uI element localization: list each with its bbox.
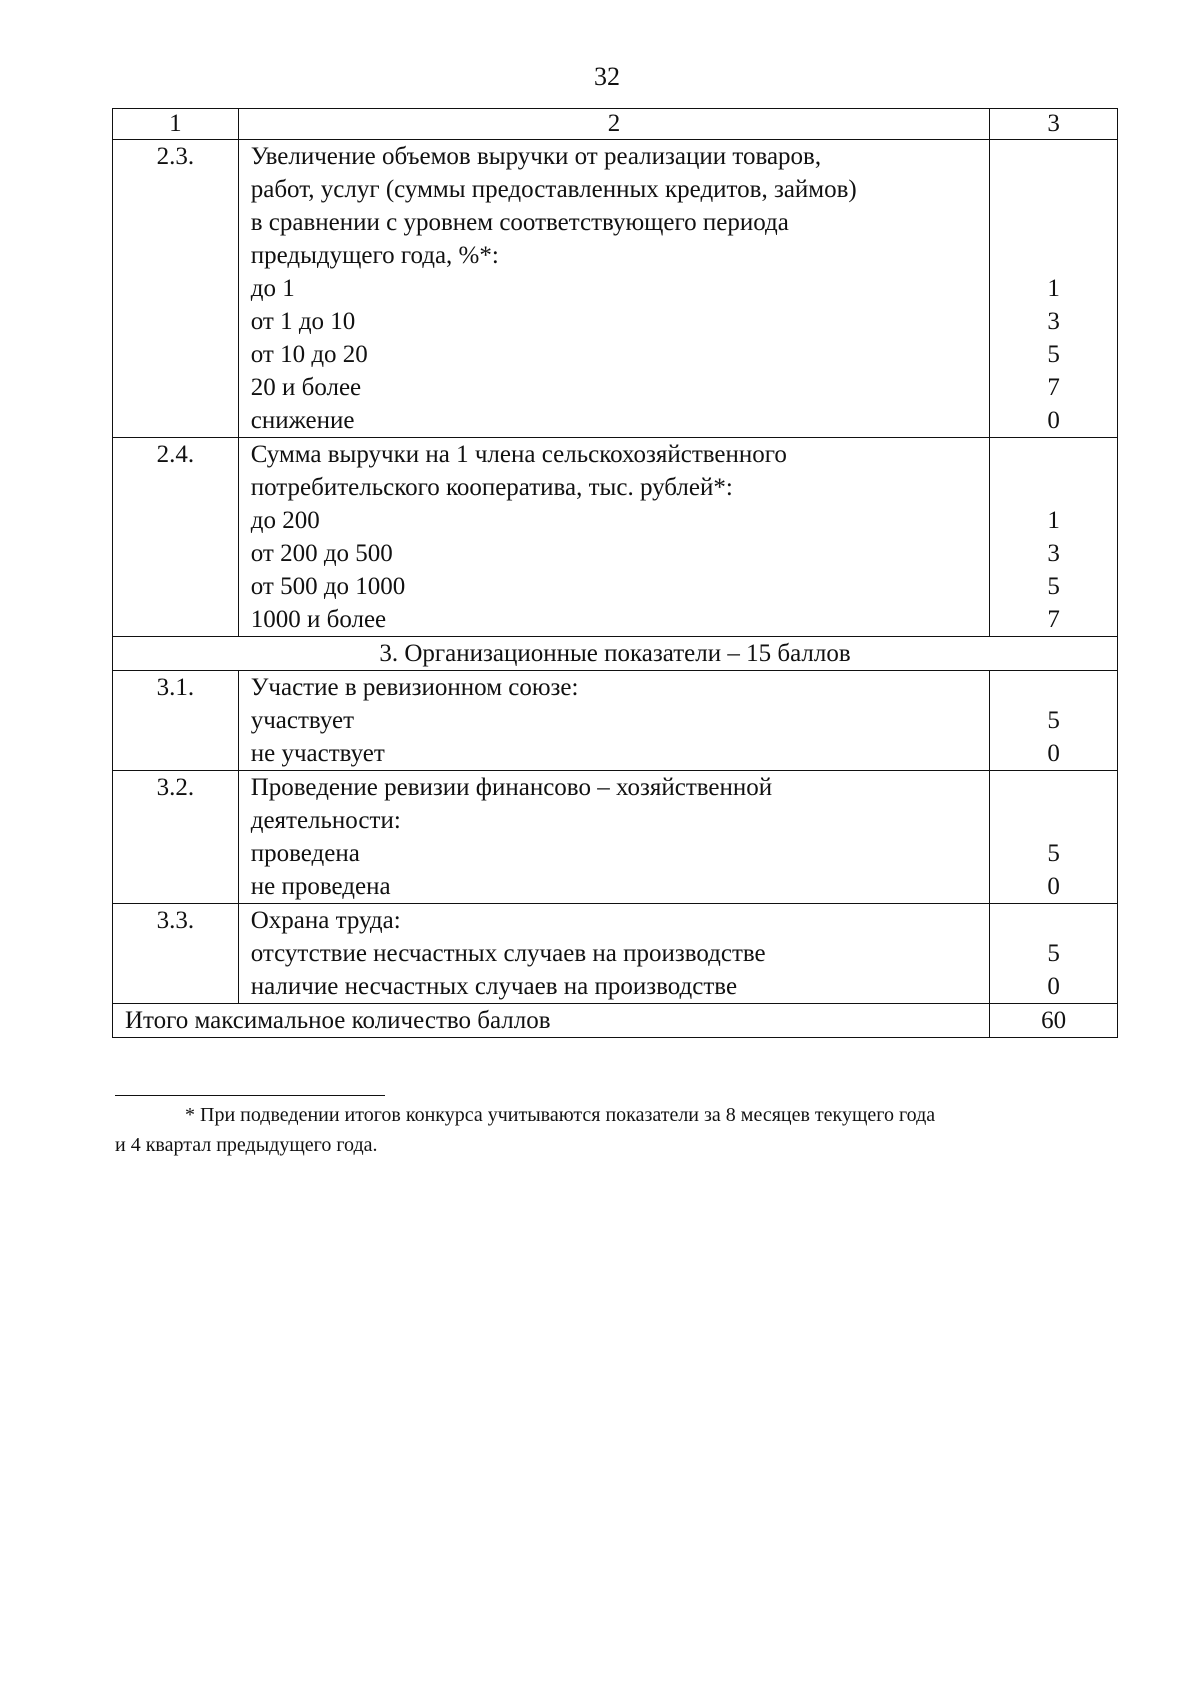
description-line: от 10 до 20 xyxy=(250,341,368,368)
description-line: 20 и более xyxy=(250,374,362,401)
description-line: от 1 до 10 xyxy=(250,308,356,335)
description-line: деятельности: xyxy=(250,807,401,834)
description-line: до 1 xyxy=(250,275,295,302)
points-value: 5 xyxy=(1047,940,1060,967)
criterion-description xyxy=(238,140,990,438)
description-line: потребительского кооператива, тыс. рублей*: xyxy=(250,474,733,501)
description-line: от 500 до 1000 xyxy=(250,573,406,600)
total-row xyxy=(113,1004,1118,1038)
points-value: 0 xyxy=(1047,740,1060,767)
criterion-description xyxy=(238,671,990,771)
points-value: 7 xyxy=(1047,374,1060,401)
description-line: Проведение ревизии финансово – хозяйственной xyxy=(250,774,773,801)
table-header-row xyxy=(113,109,1118,140)
description-line: Охрана труда: xyxy=(250,907,401,934)
points-value: 1 xyxy=(1047,507,1060,534)
points-value: 0 xyxy=(1047,407,1060,434)
header-cell: 3 xyxy=(990,109,1118,140)
points-value xyxy=(990,671,1117,704)
points-value xyxy=(990,771,1117,804)
description-line: в сравнении с уровнем соответствующего периода xyxy=(250,209,789,236)
description-line: Участие в ревизионном союзе: xyxy=(250,674,579,701)
points-value xyxy=(990,173,1117,206)
points-value: 0 xyxy=(1047,973,1060,1000)
page-number: 32 xyxy=(594,62,620,91)
points-value: 5 xyxy=(1047,573,1060,600)
points-value xyxy=(990,140,1117,173)
footnote-divider xyxy=(115,1095,385,1096)
item-number: 3.2. xyxy=(113,771,239,904)
description-line: не проведена xyxy=(250,873,391,900)
points-cell xyxy=(990,140,1118,438)
section-title: 3. Организационные показатели – 15 баллов xyxy=(113,637,1118,671)
table-row xyxy=(113,771,1118,904)
points-cell xyxy=(990,904,1118,1004)
description-line: отсутствие несчастных случаев на производстве xyxy=(250,940,766,967)
table-row xyxy=(113,904,1118,1004)
description-line: 1000 и более xyxy=(250,606,387,633)
points-value xyxy=(990,206,1117,239)
header-cell: 2 xyxy=(238,109,990,140)
description-line: не участвует xyxy=(250,740,385,767)
points-value xyxy=(990,471,1117,504)
description-line: до 200 xyxy=(250,507,320,534)
description-line: предыдущего года, %*: xyxy=(250,242,499,269)
points-value xyxy=(990,438,1117,471)
description-line: от 200 до 500 xyxy=(250,540,393,567)
points-value: 3 xyxy=(1047,308,1060,335)
points-cell xyxy=(990,671,1118,771)
table-row xyxy=(113,438,1118,637)
points-cell xyxy=(990,771,1118,904)
footnote-line: и 4 квартал предыдущего года. xyxy=(115,1134,378,1156)
points-value xyxy=(990,239,1117,272)
item-number: 2.4. xyxy=(113,438,239,637)
criterion-description xyxy=(238,438,990,637)
points-cell xyxy=(990,438,1118,637)
points-value: 7 xyxy=(1047,606,1060,633)
description-line: участвует xyxy=(250,707,355,734)
item-number: 2.3. xyxy=(113,140,239,438)
points-value: 5 xyxy=(1047,840,1060,867)
description-line: снижение xyxy=(250,407,355,434)
points-value xyxy=(990,804,1117,837)
points-value: 0 xyxy=(1047,873,1060,900)
total-label: Итого максимальное количество баллов xyxy=(113,1004,990,1038)
points-value: 5 xyxy=(1047,341,1060,368)
points-value xyxy=(990,904,1117,937)
description-line: Увеличение объемов выручки от реализации товаров, xyxy=(250,143,822,170)
table-row xyxy=(113,140,1118,438)
points-value: 5 xyxy=(1047,707,1060,734)
criterion-description xyxy=(238,904,990,1004)
section-row xyxy=(113,637,1118,671)
description-line: работ, услуг (суммы предоставленных кредитов, займов) xyxy=(250,176,857,203)
score-table xyxy=(112,108,1118,1038)
footnote xyxy=(115,1100,1123,1160)
description-line: наличие несчастных случаев на производстве xyxy=(250,973,738,1000)
description-line: проведена xyxy=(250,840,360,867)
header-cell: 1 xyxy=(113,109,239,140)
item-number: 3.1. xyxy=(113,671,239,771)
footnote-line: * При подведении итогов конкурса учитываются показатели за 8 месяцев текущего года xyxy=(185,1104,936,1126)
criterion-description xyxy=(238,771,990,904)
table-row xyxy=(113,671,1118,771)
points-value: 1 xyxy=(1047,275,1060,302)
total-value: 60 xyxy=(990,1004,1118,1038)
points-value: 3 xyxy=(1047,540,1060,567)
description-line: Сумма выручки на 1 члена сельскохозяйственного xyxy=(250,441,787,468)
item-number: 3.3. xyxy=(113,904,239,1004)
